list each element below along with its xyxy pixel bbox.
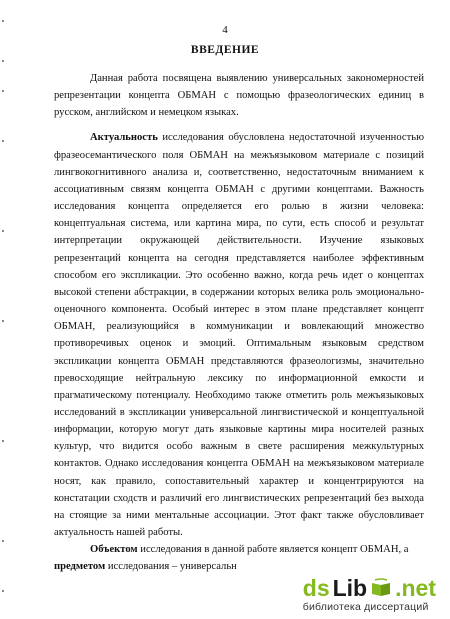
paragraph-text: исследования обусловлена недостаточной изученностью фразеосемантического поля ОБМАН на межъязыковом материале с позиций лингвокогнитивного анализа и, соответственно, недостаточным вниманием к ассоциативным связям концепта ОБМАН с другими концептами. Важность исследования концепта определяется его ролью в жизни человека: концептуальная система, или картина мира, по сути, есть способ и результат интерпретации окружающей действительности. Изучение языковых репрезентаций концепта на сегодня представляется наиболее эффективным способом его экспликации. Это особенно важно, когда речь идет о концептах высокой степени абстракции, в содержании которых велика роль эмоционально-оценочного компонента. Особый интерес в этом плане представляет концепт ОБМАН, реализующийся в коммуникации и вовлекающий множество противоречивых оценок и эмоций. Оптимальным языковым средством экспликации концепта ОБМАН представляются фразеологизмы, значительно превосходящие нейтральную лексику по информационной емкости и прагматическому потенциалу. Необходимо также отметить роль межъязыковых исследований в экспликации универсальной лингвистической и концептуальной информации, которую могут дать языковые картины мира носителей разных культур, что видится особо важным в свете расширения межкультурных контактов. Однако исследования концепта ОБМАН на межъязыковом материале носят, как правило, сопоставительный характер и концентрируются на констатации сходств и различий его лингвистических репрезентаций без выхода на стоящие за ними ментальные ассоциации. Этот факт также обусловливает актуальность нашей работы. xyxy=(54,132,424,539)
watermark-subtitle: библиотека диссертаций xyxy=(302,601,429,613)
dslib-logo xyxy=(303,576,436,600)
paragraph-lead: предметом xyxy=(54,561,106,573)
paragraph-relevance xyxy=(54,129,424,541)
logo-net: .net xyxy=(395,575,436,601)
paragraph-text: Данная работа посвящена выявлению универсальных закономерностей репрезентации концепта ОБМАН с помощью фразеологических единиц в русском, английском и немецком языках. xyxy=(54,73,424,119)
logo-ds: ds xyxy=(302,575,330,601)
paragraph-intro xyxy=(54,70,424,121)
paragraph-text: исследования в данной работе является концепт ОБМАН, а xyxy=(137,544,409,556)
paragraph-lead: Актуальность xyxy=(90,132,158,144)
page-number: 4 xyxy=(222,24,228,36)
paragraph-text: исследования – универсальн xyxy=(105,561,237,573)
paragraph-object xyxy=(54,541,424,558)
open-book-icon xyxy=(370,577,392,599)
section-title: ВВЕДЕНИЕ xyxy=(190,44,260,56)
dslib-watermark xyxy=(303,576,436,613)
paragraph-subject xyxy=(54,558,424,575)
logo-lib: Lib xyxy=(332,575,368,601)
body-text xyxy=(54,70,424,576)
paragraph-lead: Объектом xyxy=(90,544,138,556)
scan-margin-marks xyxy=(2,20,6,600)
